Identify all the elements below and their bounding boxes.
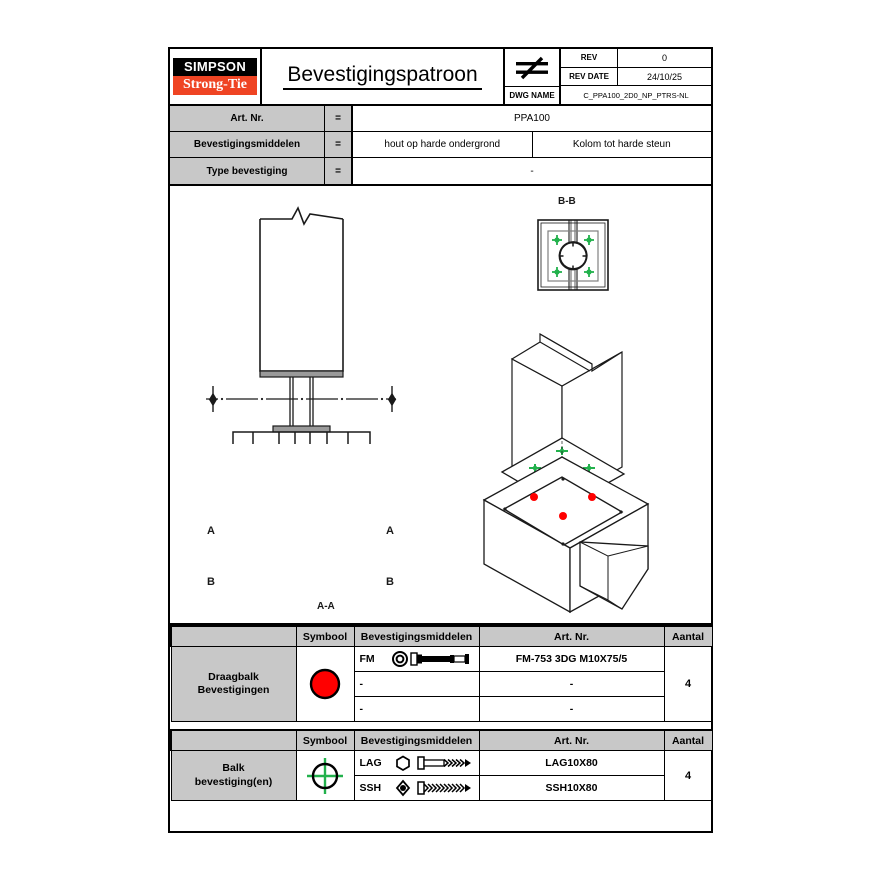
not-equal-icon xyxy=(505,49,559,87)
bom-table xyxy=(170,626,713,722)
info-label: Type bevestiging xyxy=(170,158,325,184)
bom-fastener-code: - xyxy=(354,672,479,697)
bom-fastener-code: SSH xyxy=(359,782,382,794)
bom-header-symbol: Symbool xyxy=(296,627,354,647)
info-row-art-nr xyxy=(170,106,711,132)
bom-header-symbol: Symbool xyxy=(296,731,354,751)
info-row-type-bevestiging xyxy=(170,158,711,184)
bom-header-blank xyxy=(171,627,296,647)
bom-fastener-code: LAG xyxy=(359,757,382,769)
bom-symbol-green-crosshair xyxy=(296,751,354,801)
bom-table-balk xyxy=(170,729,711,801)
simpson-strong-tie-logo xyxy=(170,49,262,104)
bom-fastener-cell xyxy=(354,751,479,776)
info-equals: = xyxy=(325,132,353,157)
dwg-name-value: C_PPA100_2D0_NP_PTRS-NL xyxy=(583,90,689,100)
bom-symbol-red-dot xyxy=(296,647,354,722)
info-table xyxy=(170,106,711,186)
drawing-area xyxy=(170,186,711,625)
view-label-bb: B-B xyxy=(558,196,576,207)
rev-value: 0 xyxy=(661,52,667,63)
bom-fastener-cell xyxy=(354,776,479,801)
red-dot-icon xyxy=(305,664,345,704)
section-mark-b-right: B xyxy=(386,576,394,588)
bom-header-blank xyxy=(171,731,296,751)
section-view-aa xyxy=(264,618,394,625)
view-label-aa: A-A xyxy=(317,601,335,612)
bom-header-row xyxy=(171,731,712,751)
bom-group-name-line2: bevestiging(en) xyxy=(194,775,273,788)
logo-simpson-text: SIMPSON xyxy=(173,58,257,76)
bom-header-qty: Aantal xyxy=(664,627,712,647)
section-mark-b-left: B xyxy=(207,576,215,588)
bom-header-fasteners: Bevestigingsmiddelen xyxy=(354,731,479,751)
drawing-sheet xyxy=(168,47,713,833)
section-mark-a-left: A xyxy=(207,525,215,537)
square-head-screw-icon xyxy=(391,779,475,797)
not-equal-svg xyxy=(512,55,552,81)
rev-row xyxy=(561,49,711,68)
bom-art-nr: SSH10X80 xyxy=(479,776,664,801)
info-label: Art. Nr. xyxy=(170,106,325,131)
green-crosshair-icon xyxy=(303,754,347,798)
table-spacer xyxy=(170,722,711,729)
rev-date-row xyxy=(561,68,711,87)
bom-group-name-balk xyxy=(171,751,296,801)
bom-group-name-line2: Bevestigingen xyxy=(197,684,270,696)
rev-label: REV xyxy=(561,49,618,67)
bom-qty: 4 xyxy=(664,647,712,722)
bom-art-nr: - xyxy=(479,672,664,697)
info-value-type: - xyxy=(530,165,534,177)
dwg-name-row xyxy=(561,86,711,104)
section-view-bb xyxy=(532,214,622,296)
info-row-bevestigingsmiddelen xyxy=(170,132,711,158)
bom-group-name-draagbalk xyxy=(171,647,296,722)
isometric-view xyxy=(462,324,711,614)
bom-qty: 4 xyxy=(664,751,712,801)
bolt-washer-icon xyxy=(391,650,475,668)
bom-header-qty: Aantal xyxy=(664,731,712,751)
sheet-title xyxy=(262,49,505,104)
bom-header-art: Art. Nr. xyxy=(479,731,664,751)
info-value-substrate: hout op harde ondergrond xyxy=(353,132,533,157)
title-block xyxy=(170,49,711,106)
sheet-title-text: Bevestigingspatroon xyxy=(283,63,481,90)
bom-group-name-line1: Balk xyxy=(222,762,245,775)
bom-table xyxy=(170,730,713,801)
info-equals: = xyxy=(325,106,353,131)
bom-header-art: Art. Nr. xyxy=(479,627,664,647)
bom-header-fasteners: Bevestigingsmiddelen xyxy=(354,627,479,647)
dwg-name-label: DWG NAME xyxy=(509,91,555,100)
bom-art-nr: LAG10X80 xyxy=(479,751,664,776)
section-mark-a-right: A xyxy=(386,525,394,537)
bom-art-nr: FM-753 3DG M10X75/5 xyxy=(479,647,664,672)
info-equals: = xyxy=(325,158,353,184)
logo-strongtie-text: Strong-Tie xyxy=(173,76,257,95)
bom-fastener-code: - xyxy=(354,697,479,722)
elevation-view xyxy=(200,194,430,444)
table-row xyxy=(171,647,712,672)
info-label: Bevestigingsmiddelen xyxy=(170,132,325,157)
bom-table-draagbalk xyxy=(170,625,711,722)
hex-head-screw-icon xyxy=(391,754,475,772)
rev-date-value: 24/10/25 xyxy=(646,71,683,82)
bom-header-row xyxy=(171,627,712,647)
standard-symbol-block xyxy=(505,49,561,104)
info-value-connection: Kolom tot harde steun xyxy=(572,139,671,150)
info-value-art-nr: PPA100 xyxy=(514,113,550,124)
bom-art-nr: - xyxy=(479,697,664,722)
bom-fastener-cell xyxy=(354,647,479,672)
table-row xyxy=(171,751,712,776)
bom-group-name-line1: Draagbalk xyxy=(208,670,259,683)
revision-block xyxy=(561,49,711,104)
bom-fastener-code: FM xyxy=(359,653,375,665)
rev-date-label: REV DATE xyxy=(561,68,618,86)
